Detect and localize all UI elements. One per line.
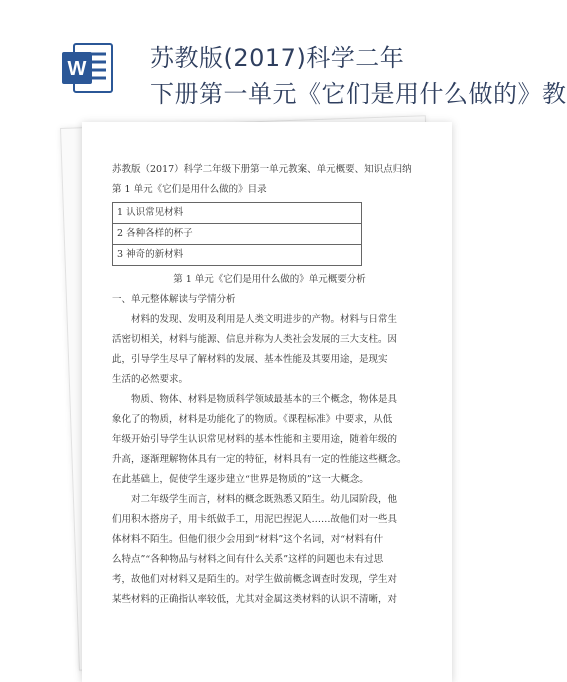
document-page: [82, 122, 452, 682]
page-title-line-1: 苏教版(2017)科学二年: [150, 44, 405, 72]
paragraph-line: 体材料不陌生。但他们很少会用到“材料”这个名词，对“材料有什: [112, 534, 384, 545]
document-heading: 苏教版（2017）科学二年级下册第一单元教案、单元概要、知识点归纳: [112, 164, 412, 175]
word-icon-letter: W: [67, 58, 87, 80]
toc-title: 第 1 单元《它们是用什么做的》目录: [112, 184, 267, 195]
document-body: [112, 160, 427, 610]
paragraph-line: 材料的发现、发明及利用是人类文明进步的产物。材料与日常生: [131, 314, 398, 325]
toc-cell: 3 神奇的新材料: [113, 245, 362, 266]
toc-row: [113, 203, 362, 224]
paragraph-3: [112, 490, 427, 610]
paragraph-line: 此，引导学生尽早了解材料的发展、基本性能及其要用途，是现实: [112, 354, 388, 365]
paragraph-line: 某些材料的正确指认率较低，尤其对金属这类材料的认识不清晰，对: [112, 594, 398, 605]
paragraph-line: 活密切相关，材料与能源、信息并称为人类社会发展的三大支柱。因: [112, 334, 398, 345]
paragraph-line: 生活的必然要求。: [112, 374, 189, 385]
toc-cell: 1 认识常见材料: [113, 203, 362, 224]
toc-row: [113, 245, 362, 266]
paragraph-line: 升高，逐渐理解物体具有一定的特征，材料具有一定的性能这些概念。: [112, 454, 407, 465]
paragraph-line: 年级开始引导学生认识常见材料的基本性能和主要用途，随着年级的: [112, 434, 398, 445]
paragraph-line: 们用积木搭房子，用卡纸做手工，用泥巴捏泥人……故他们对一些具: [112, 514, 398, 525]
paragraph-1: [112, 310, 427, 390]
paragraph-line: 考，故他们对材料又是陌生的。对学生做前概念调查时发现，学生对: [112, 574, 398, 585]
page-title-line-2: 下册第一单元《它们是用什么做的》教: [150, 80, 567, 108]
paragraph-2: [112, 390, 427, 490]
toc-row: [113, 224, 362, 245]
paragraph-line: 对二年级学生而言，材料的概念既熟悉又陌生。幼儿园阶段，他: [131, 494, 398, 505]
paragraph-line: 物质、物体、材料是物质科学领域最基本的三个概念，物体是具: [131, 394, 398, 405]
paragraph-line: 象化了的物质，材料是功能化了的物质。《课程标准》中要求，从低: [112, 414, 393, 425]
subsection-title: 一、单元整体解读与学情分析: [112, 294, 236, 305]
section-title: 第 1 单元《它们是用什么做的》单元概要分析: [173, 274, 366, 285]
paragraph-line: 在此基础上，促使学生逐步建立“世界是物质的”这一大概念。: [112, 474, 369, 485]
header: [0, 0, 567, 118]
toc-table: [112, 202, 362, 266]
paragraph-line: 么特点”“各种物品与材料之间有什么关系”这样的问题也未有过思: [112, 554, 384, 565]
word-document-icon: [60, 40, 116, 96]
toc-cell: 2 各种各样的杯子: [113, 224, 362, 245]
